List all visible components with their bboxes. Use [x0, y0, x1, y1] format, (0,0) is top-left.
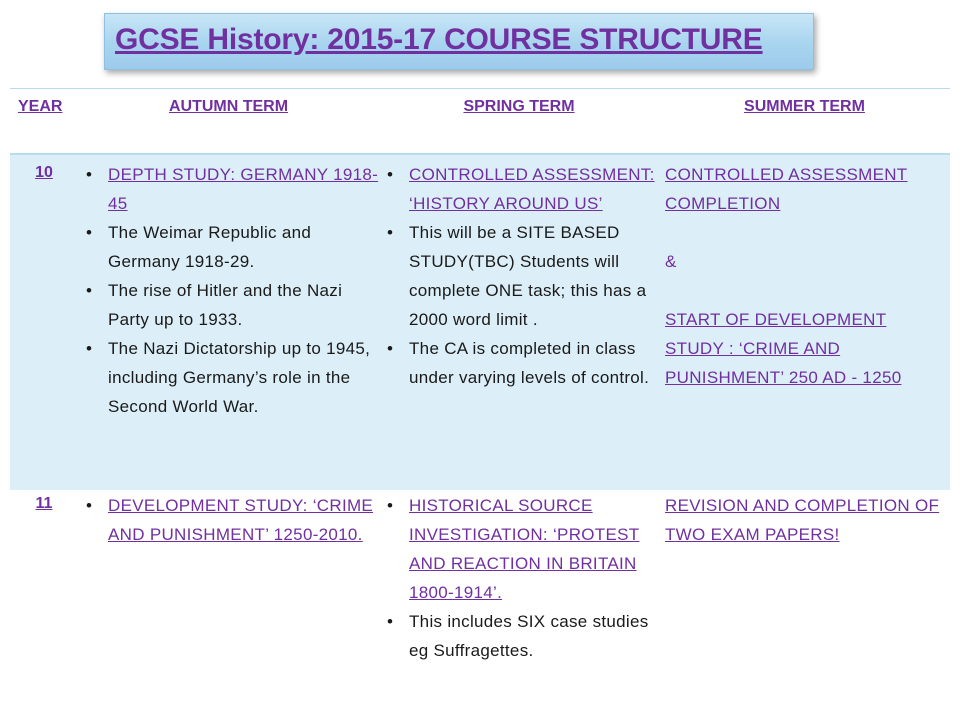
year-10-autumn	[78, 154, 379, 490]
course-structure-table	[10, 88, 950, 665]
list-item: • This will be a SITE BASED STUDY(TBC) Students will complete ONE task; this has a 2000 word limit .	[379, 218, 659, 334]
summer-ampersand: &	[665, 251, 677, 271]
list-item: • HISTORICAL SOURCE INVESTIGATION: ‘PROTEST AND REACTION IN BRITAIN 1800-1914’.	[379, 491, 659, 607]
list-item: • The Nazi Dictatorship up to 1945, including Germany’s role in the Second World War.	[78, 334, 379, 421]
list-item: • The rise of Hitler and the Nazi Party up to 1933.	[78, 276, 379, 334]
year-11-summer	[659, 490, 950, 665]
title-box	[104, 13, 814, 70]
table-header-row	[10, 89, 950, 154]
year-10-spring	[379, 154, 659, 490]
header-year: YEAR	[10, 89, 78, 154]
header-summer-term: SUMMER TERM	[659, 89, 950, 154]
header-spring-term: SPRING TERM	[379, 89, 659, 154]
list-item: • DEPTH STUDY: GERMANY 1918-45	[78, 160, 379, 218]
list-item: • DEVELOPMENT STUDY: ‘CRIME AND PUNISHMENT’ 1250-2010.	[78, 491, 379, 549]
summer-text: START OF DEVELOPMENT STUDY : ‘CRIME AND PUNISHMENT’ 250 AD - 1250	[665, 309, 902, 387]
list-item: • The Weimar Republic and Germany 1918-29.	[78, 218, 379, 276]
year-10-summer	[659, 154, 950, 490]
year-11-label: 11	[10, 490, 78, 665]
year-10-label: 10	[10, 154, 78, 490]
list-item: • The CA is completed in class under varying levels of control.	[379, 334, 659, 392]
list-item: • This includes SIX case studies eg Suffragettes.	[379, 607, 659, 665]
summer-text: CONTROLLED ASSESSMENT COMPLETION	[665, 164, 908, 213]
list-item: • CONTROLLED ASSESSMENT: ‘HISTORY AROUND US’	[379, 160, 659, 218]
page-title: GCSE History: 2015-17 COURSE STRUCTURE	[115, 23, 763, 56]
year-11-autumn	[78, 490, 379, 665]
summer-text: REVISION AND COMPLETION OF TWO EXAM PAPERS!	[665, 495, 940, 544]
header-autumn-term: AUTUMN TERM	[78, 89, 379, 154]
table-row-year-10	[10, 154, 950, 490]
year-11-spring	[379, 490, 659, 665]
table-row-year-11	[10, 490, 950, 665]
